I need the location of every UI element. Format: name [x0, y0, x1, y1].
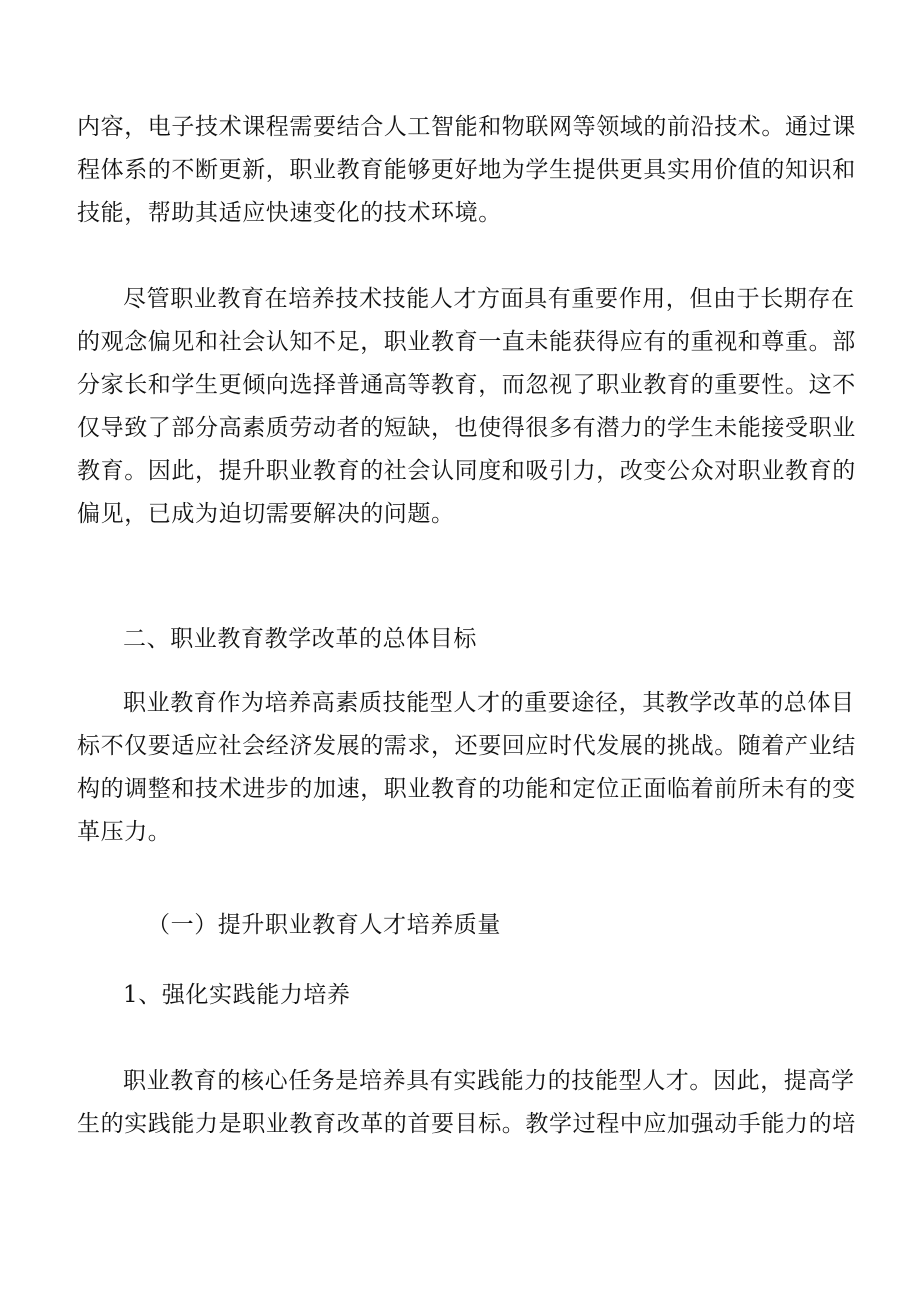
paragraph-bias: [77, 278, 856, 536]
text-line: 标不仅要适应社会经济发展的需求，还要回应时代发展的挑战。随着产业结: [77, 733, 856, 759]
text-line: 的观念偏见和社会认知不足，职业教育一直未能获得应有的重视和尊重。部: [77, 329, 856, 355]
paragraph-goals: [77, 682, 856, 854]
text-line: 程体系的不断更新，职业教育能够更好地为学生提供更具实用价值的知识和: [77, 157, 856, 183]
paragraph-continuation: [77, 106, 856, 235]
text-line: 仅导致了部分高素质劳动者的短缺，也使得很多有潜力的学生未能接受职业: [77, 415, 856, 441]
text-line: 技能，帮助其适应快速变化的技术环境。: [77, 200, 502, 226]
text-line: 职业教育的核心任务是培养具有实践能力的技能型人才。因此，提高学: [123, 1068, 855, 1094]
text-line: 构的调整和技术进步的加速，职业教育的功能和定位正面临着前所未有的变: [77, 776, 856, 802]
section-heading: [77, 618, 843, 661]
text-line: 革压力。: [77, 819, 172, 845]
item-heading: [77, 974, 843, 1017]
text-line: 内容，电子技术课程需要结合人工智能和物联网等领域的前沿技术。通过课: [77, 114, 856, 140]
section-heading-text: 二、职业教育教学改革的总体目标: [123, 626, 477, 652]
text-line: 生的实践能力是职业教育改革的首要目标。教学过程中应加强动手能力的培: [77, 1111, 856, 1137]
text-line: 教育。因此，提升职业教育的社会认同度和吸引力，改变公众对职业教育的: [77, 458, 856, 484]
text-line: 职业教育作为培养高素质技能型人才的重要途径，其教学改革的总体目: [123, 690, 855, 716]
subsection-heading-text: （一）提升职业教育人才培养质量: [147, 912, 501, 938]
subsection-heading: [77, 904, 843, 947]
paragraph-practice: [77, 1060, 856, 1146]
text-line: 偏见，已成为迫切需要解决的问题。: [77, 501, 455, 527]
text-line: 分家长和学生更倾向选择普通高等教育，而忽视了职业教育的重要性。这不: [77, 372, 856, 398]
text-line: 尽管职业教育在培养技术技能人才方面具有重要作用，但由于长期存在: [123, 286, 855, 312]
item-heading-text: 1、强化实践能力培养: [123, 982, 351, 1008]
